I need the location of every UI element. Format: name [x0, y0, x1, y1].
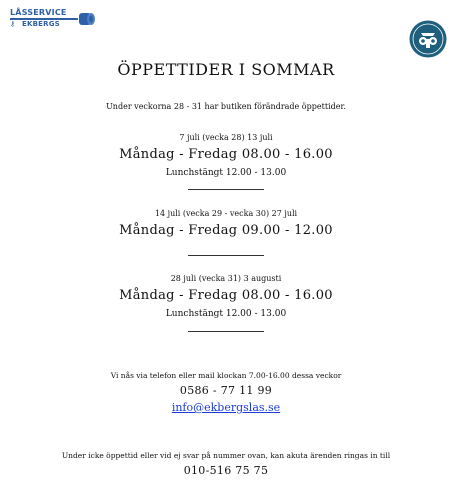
divider-line [188, 331, 264, 332]
divider-line [188, 189, 264, 190]
period-lunch: Lunchstängt 12.00 - 13.00 [165, 309, 287, 319]
period-block-1 [0, 133, 452, 179]
period-lunch: Lunchstängt 12.00 - 13.00 [165, 168, 287, 178]
period-dates: 14 juli (vecka 29 - vecka 30) 27 juli [154, 209, 298, 218]
separator-1 [0, 189, 452, 190]
contact-note: Vi nås via telefon eller mail klockan 7.00-16.00 dessa veckor [110, 371, 342, 380]
lock-cylinder-icon [78, 10, 96, 28]
period-dates: 7 juli (vecka 28) 13 juli [179, 133, 273, 142]
key-icon: ⚷ [10, 20, 16, 28]
contact-section [0, 371, 452, 415]
company-logo [6, 8, 94, 30]
email-link[interactable]: info@ekbergslas.se [171, 401, 281, 414]
urgent-phone: 010-516 75 75 [183, 464, 269, 477]
intro-text: Under veckorna 28 - 31 har butiken förändrade öppettider. [106, 102, 346, 111]
period-hours: Måndag - Fredag 08.00 - 16.00 [119, 147, 333, 162]
separator-3 [0, 331, 452, 332]
period-dates: 28 juli (vecka 31) 3 augusti [170, 274, 282, 283]
urgent-note: Under icke öppettid eller vid ej svar på nummer ovan, kan akuta ärenden ringas in till [61, 451, 391, 460]
period-block-2 [0, 209, 452, 240]
logo-text-bottom: EKBERGS [22, 20, 60, 28]
urgent-section [0, 451, 452, 478]
period-hours: Måndag - Fredag 09.00 - 12.00 [119, 223, 333, 238]
page-title: ÖPPETTIDER I SOMMAR [117, 60, 335, 79]
period-block-3 [0, 274, 452, 320]
contact-phone: 0586 - 77 11 99 [179, 384, 273, 397]
locksmith-seal-icon [409, 20, 447, 58]
period-hours: Måndag - Fredag 08.00 - 16.00 [119, 288, 333, 303]
logo-text-top: LÅSSERVICE [10, 8, 67, 17]
separator-2 [0, 255, 452, 256]
divider-line [188, 255, 264, 256]
